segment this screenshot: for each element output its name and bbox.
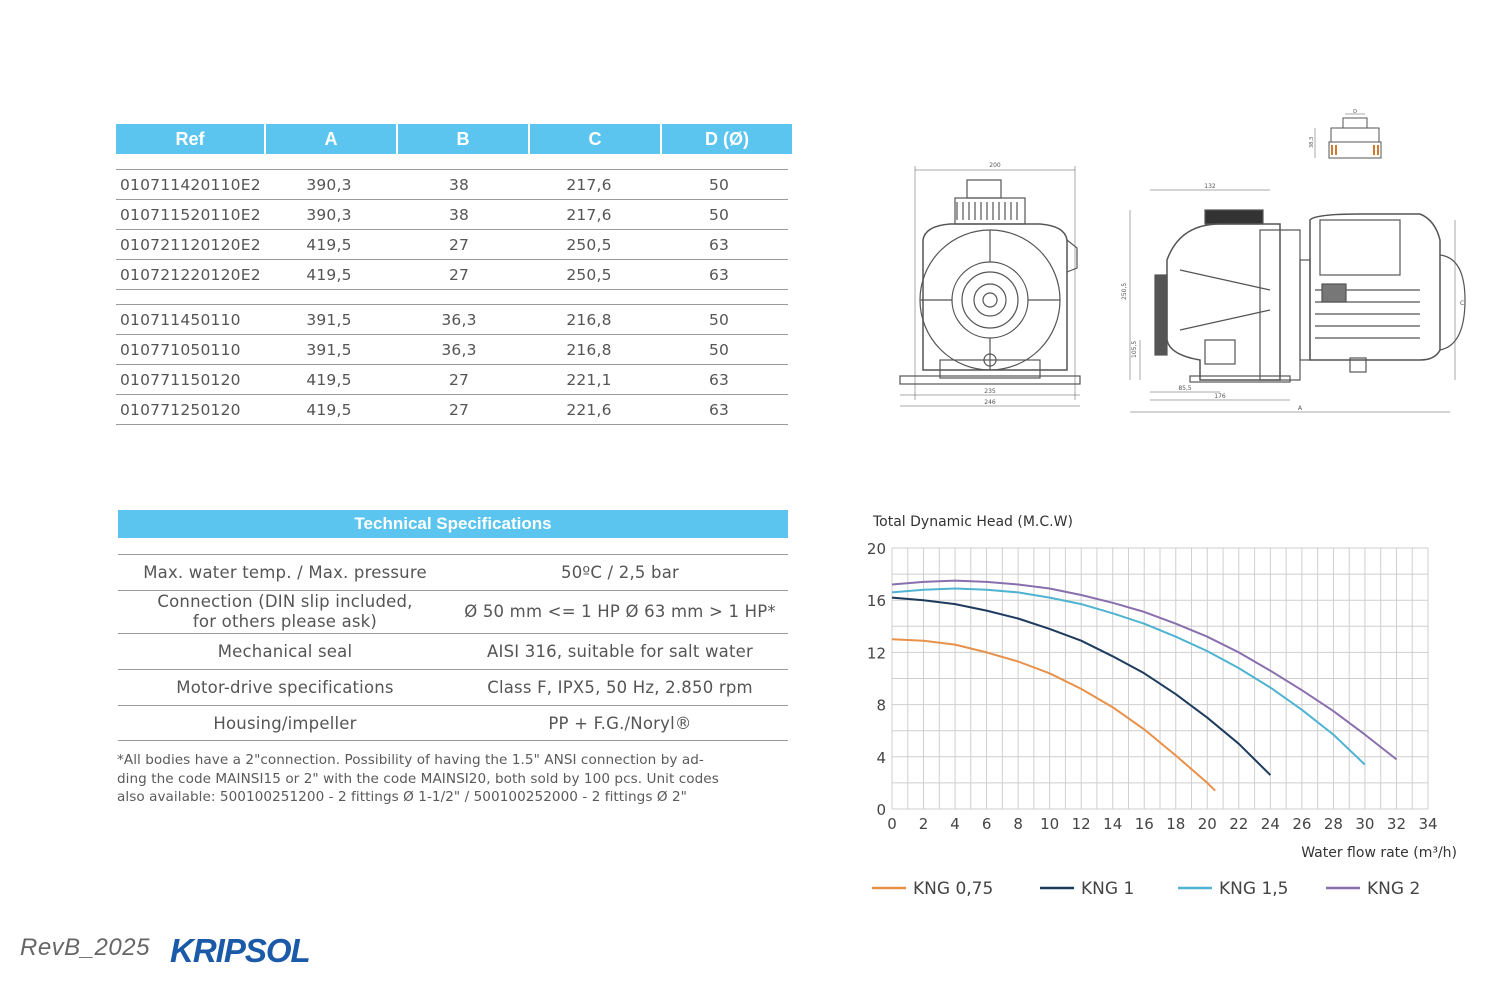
legend-label: KNG 1,5 xyxy=(1219,879,1289,899)
col-ref: Ref xyxy=(116,124,264,154)
spec-value: PP + F.G./Noryl® xyxy=(548,713,692,733)
spec-value: Ø 50 mm <= 1 HP Ø 63 mm > 1 HP* xyxy=(464,602,776,621)
y-tick-label: 12 xyxy=(866,644,886,663)
spec-value: 50ºC / 2,5 bar xyxy=(561,563,679,582)
series-line-1 xyxy=(892,639,1215,790)
spec-label: Connection (DIN slip included, for others please ask) xyxy=(157,592,413,631)
x-tick-label: 24 xyxy=(1260,815,1280,833)
dimensions-group-2 xyxy=(116,304,788,425)
x-tick-label: 12 xyxy=(1071,815,1091,833)
x-tick-label: 20 xyxy=(1197,815,1217,833)
dim-label: 200 xyxy=(989,162,1001,169)
dimensions-group-1 xyxy=(116,169,788,290)
footnote: *All bodies have a 2"connection. Possibility of having the 1.5" ANSI connection by ad- ding the code MAINSI15 or 2" with the code MAINSI20, both sold by 100 pcs. Unit codes also available: 500100251200 - 2 fittings Ø 1-1/2" / 500100252000 - 2 fittings Ø 2" xyxy=(117,752,719,805)
x-tick-label: 4 xyxy=(950,815,960,833)
table-row: 010771250120 419,5 27 221,6 63 xyxy=(116,395,788,425)
kripsol-logo xyxy=(166,930,316,972)
spec-value: AISI 316, suitable for salt water xyxy=(487,642,753,661)
x-axis-label: Water flow rate (m³/h) xyxy=(1301,845,1457,861)
tech-spec-title: Technical Specifications xyxy=(118,510,788,538)
connection-detail-drawing xyxy=(1305,108,1390,166)
dim-label: 132 xyxy=(1204,183,1216,190)
dim-label: 235 xyxy=(984,388,996,395)
col-d: D (Ø) xyxy=(662,124,792,154)
y-axis-label: Total Dynamic Head (M.C.W) xyxy=(873,514,1073,530)
y-tick-label: 16 xyxy=(866,592,886,611)
dim-label: A xyxy=(1297,405,1303,412)
table-row: 010721120120E2 419,5 27 250,5 63 xyxy=(116,230,788,260)
x-tick-label: 0 xyxy=(887,815,897,833)
dimensions-table-header xyxy=(116,124,788,154)
x-tick-label: 16 xyxy=(1134,815,1154,833)
svg-text:KRIPSOL: KRIPSOL xyxy=(170,932,310,969)
x-tick-label: 32 xyxy=(1386,815,1407,833)
table-row xyxy=(118,669,788,705)
spec-label: Housing/impeller xyxy=(213,713,357,733)
dim-label: 246 xyxy=(984,399,996,406)
table-row: 010711520110E2 390,3 38 217,6 50 xyxy=(116,200,788,230)
x-tick-label: 26 xyxy=(1292,815,1312,833)
x-tick-label: 10 xyxy=(1040,815,1060,833)
dim-label: 85,5 xyxy=(1178,385,1192,392)
spec-label: Max. water temp. / Max. pressure xyxy=(143,563,427,582)
y-tick-label: 8 xyxy=(876,696,886,715)
x-tick-label: 34 xyxy=(1418,815,1438,833)
x-tick-label: 8 xyxy=(1013,815,1023,833)
dim-label: 250,5 xyxy=(1121,282,1128,300)
legend-label: KNG 1 xyxy=(1081,879,1135,899)
x-tick-label: 6 xyxy=(981,815,992,833)
x-tick-label: 14 xyxy=(1103,815,1123,833)
x-tick-label: 30 xyxy=(1355,815,1375,833)
y-tick-label: 0 xyxy=(876,801,886,819)
table-row xyxy=(118,705,788,741)
spec-label: Motor-drive specifications xyxy=(176,678,394,697)
y-tick-label: 4 xyxy=(876,748,886,767)
dim-label: C xyxy=(1460,300,1465,307)
dimensions-table xyxy=(116,124,788,425)
table-row xyxy=(118,633,788,669)
x-tick-label: 2 xyxy=(918,815,929,833)
table-row xyxy=(118,590,788,633)
table-row: 010771150120 419,5 27 221,1 63 xyxy=(116,365,788,395)
x-tick-label: 18 xyxy=(1166,815,1186,833)
revision-label: RevB_2025 xyxy=(20,934,150,961)
table-row: 010771050110 391,5 36,3 216,8 50 xyxy=(116,335,788,365)
dim-label: D xyxy=(1353,109,1357,115)
col-a: A xyxy=(266,124,396,154)
table-row: 010721220120E2 419,5 27 250,5 63 xyxy=(116,260,788,290)
table-row: 010711420110E2 390,3 38 217,6 50 xyxy=(116,170,788,200)
spec-value: Class F, IPX5, 50 Hz, 2.850 rpm xyxy=(487,678,753,697)
dim-label: 176 xyxy=(1214,393,1226,400)
pump-curve-chart xyxy=(860,505,1490,910)
dim-label: 105,5 xyxy=(1131,340,1138,358)
col-b: B xyxy=(398,124,528,154)
front-view-drawing xyxy=(895,160,1095,415)
legend-label: KNG 0,75 xyxy=(913,879,994,899)
x-tick-label: 28 xyxy=(1323,815,1343,833)
dim-label: 38,3 xyxy=(1309,136,1315,148)
y-tick-label: 20 xyxy=(866,540,886,558)
col-c: C xyxy=(530,124,660,154)
spec-label: Mechanical seal xyxy=(217,642,353,661)
table-row xyxy=(118,554,788,590)
side-view-drawing xyxy=(1120,180,1470,415)
legend-label: KNG 2 xyxy=(1367,879,1421,899)
tech-spec-table xyxy=(118,510,788,741)
x-tick-label: 22 xyxy=(1229,815,1249,833)
table-row: 010711450110 391,5 36,3 216,8 50 xyxy=(116,305,788,335)
